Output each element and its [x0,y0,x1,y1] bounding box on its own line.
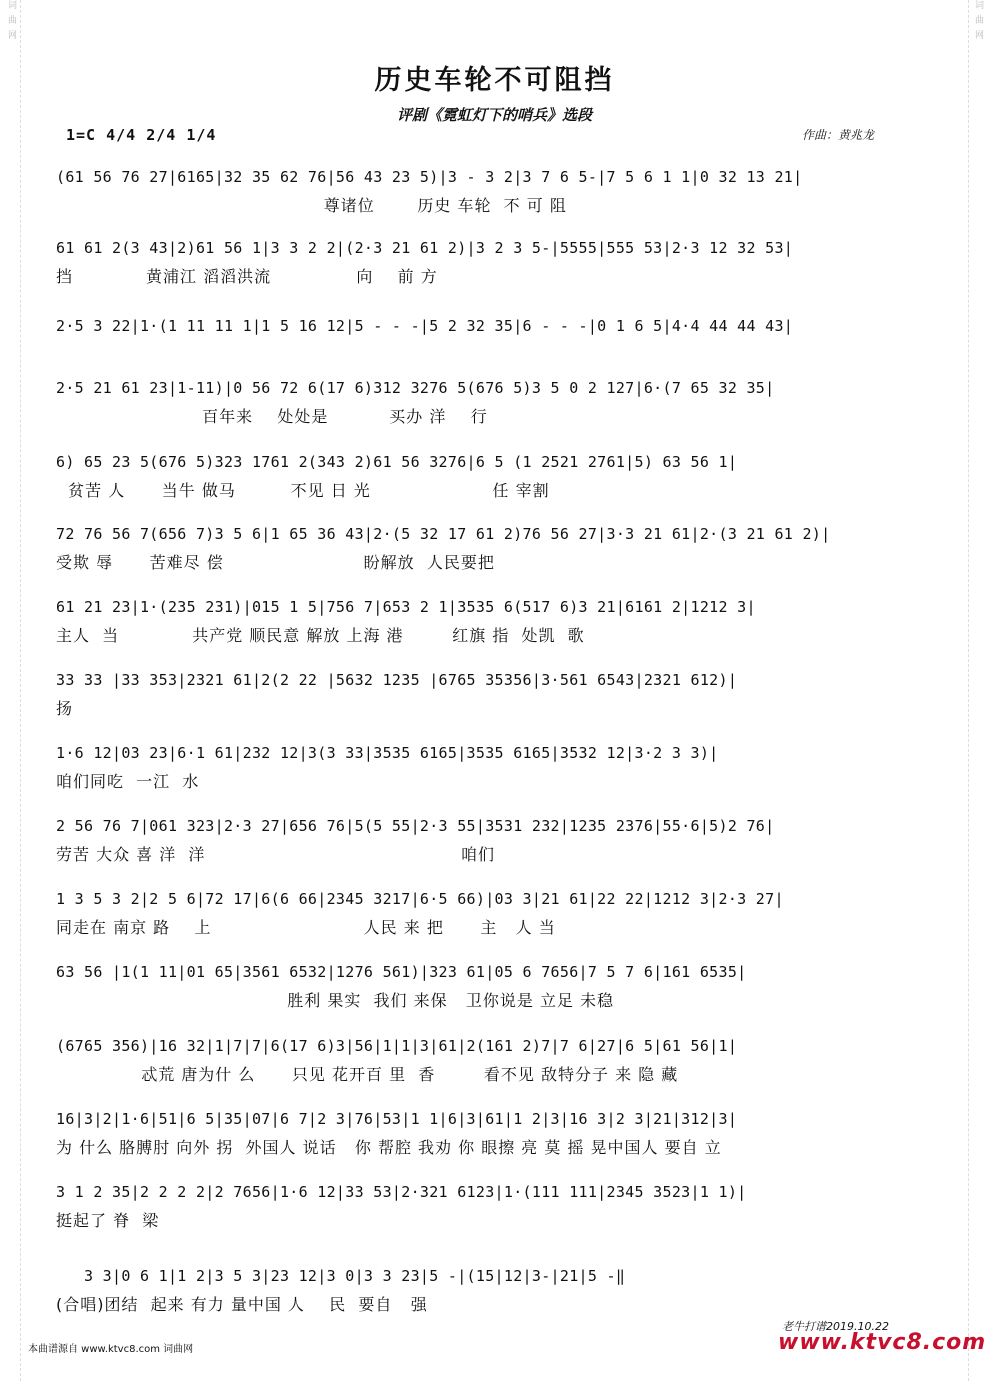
lyric-line: 胜利 果实 我们 来保 卫你说是 立足 未稳 [56,991,615,1010]
lyric-line: 挺起了 脊 梁 [56,1211,160,1230]
score-system-7 [56,596,926,647]
key-signature: 1=C 4/4 2/4 1/4 [66,126,217,144]
page-title: 历史车轮不可阻挡 [374,65,615,96]
lyric-line: 挡 黄浦江 滔滔洪流 向 前 方 [56,267,438,286]
score-system-12 [56,961,926,1012]
site-logo: www.ktvc8.com [778,1330,987,1355]
lyric-line: 主人 当 共产党 顺民意 解放 上海 港 红旗 指 处凯 歌 [56,626,585,645]
lyric-line: 扬 [56,699,74,718]
notation-line: 2·5 21 61 23|1-11)|0 56 72 6(17 6)312 3276 5(676 5)3 5 0 2 127|6·(7 65 32 35| [56,379,775,397]
lyric-line: 受欺 辱 苦难尽 偿 盼解放 人民要把 [56,553,495,572]
score-system-4 [56,377,926,428]
score-system-2 [56,237,926,288]
notation-line: 1 3 5 3 2|2 5 6|72 17|6(6 66|2345 3217|6·5 66)|03 3|21 61|22 22|1212 3|2·3 27| [56,890,784,908]
score-system-15 [56,1181,926,1232]
score-system-6 [56,523,926,574]
lyric-line: 忒荒 唐为什 么 只见 花开百 里 香 看不见 敌特分子 来 隐 藏 [56,1065,679,1084]
lyric-line: 尊诸位 历史 车轮 不 可 阻 [56,196,567,215]
notation-line: 61 61 2(3 43|2)61 56 1|3 3 2 2|(2·3 21 61 2)|3 2 3 5-|5555|555 53|2·3 12 32 53| [56,239,794,257]
source-credit: 本曲谱源自 www.ktvc8.com 词曲网 [28,1344,194,1355]
score-system-10 [56,815,926,866]
lyric-line: 咱们同吃 一江 水 [56,772,200,791]
notation-line: 33 33 |33 353|2321 61|2(2 22 |5632 1235 |6765 35356|3·561 6543|2321 612)| [56,671,738,689]
lyric-line: 贫苦 人 当牛 做马 不见 日 光 任 宰割 [56,481,550,500]
notation-line: 16|3|2|1·6|51|6 5|35|07|6 7|2 3|76|53|1 1|6|3|61|1 2|3|16 3|2 3|21|312|3| [56,1110,738,1128]
score-system-11 [56,888,926,939]
lyric-line: (合唱)团结 起来 有力 量中国 人 民 要自 强 [56,1295,428,1314]
notation-line: 2·5 3 22|1·(1 11 11 1|1 5 16 12|5 - - -|5 2 32 35|6 - - -|0 1 6 5|4·4 44 44 43| [56,317,794,335]
notation-line: 72 76 56 7(656 7)3 5 6|1 65 36 43|2·(5 32 17 61 2)76 56 27|3·3 21 61|2·(3 21 61 2)| [56,525,831,543]
score-system-5 [56,451,926,502]
score-system-9 [56,742,926,793]
score-system-13 [56,1035,926,1086]
lyric-line: 百年来 处处是 买办 洋 行 [56,407,488,426]
side-watermark-right: 词曲网 [968,0,987,1381]
notation-line: 61 21 23|1·(235 231)|015 1 5|756 7|653 2 1|3535 6(517 6)3 21|6161 2|1212 3| [56,598,756,616]
score-system-3 [56,315,926,366]
subtitle: 评剧《霓虹灯下的哨兵》选段 [396,106,592,124]
notation-line: 1·6 12|03 23|6·1 61|232 12|3(3 33|3535 6165|3535 6165|3532 12|3·2 3 3)| [56,744,719,762]
lyric-line: 同走在 南京 路 上 人民 来 把 主 人 当 [56,918,556,937]
lyric-line [56,344,926,366]
notation-line: (61 56 76 27|6165|32 35 62 76|56 43 23 5)|3 - 3 2|3 7 6 5-|7 5 6 1 1|0 32 13 21| [56,168,803,186]
transcriber-note: 老牛打谱2019.10.22 [782,1320,889,1333]
score-system-14 [56,1108,926,1159]
lyric-line: 劳苦 大众 喜 洋 洋 咱们 [56,845,496,864]
notation-line: 2 56 76 7|061 323|2·3 27|656 76|5(5 55|2·3 55|3531 232|1235 2376|55·6|5)2 76| [56,817,775,835]
notation-line: 63 56 |1(1 11|01 65|3561 6532|1276 561)|323 61|05 6 7656|7 5 7 6|161 6535| [56,963,747,981]
score-system-1 [56,166,926,217]
lyric-line: 为 什么 胳膊肘 向外 拐 外国人 说话 你 帮腔 我劝 你 眼擦 亮 莫 摇 晃中国人 要自 立 [56,1138,722,1157]
score-system-8 [56,669,926,720]
notation-line: 3 3|0 6 1|1 2|3 5 3|23 12|3 0|3 3 23|5 -|(15|12|3-|21|5 -‖ [56,1267,626,1285]
notation-line: (6765 356)|16 32|1|7|7|6(17 6)3|56|1|1|3|61|2(161 2)7|7 6|27|6 5|61 56|1| [56,1037,738,1055]
notation-line: 6) 65 23 5(676 5)323 1761 2(343 2)61 56 3276|6 5 (1 2521 2761|5) 63 56 1| [56,453,738,471]
notation-line: 3 1 2 35|2 2 2 2|2 7656|1·6 12|33 53|2·321 6123|1·(111 111|2345 3523|1 1)| [56,1183,747,1201]
composer-credit: 作曲：黄兆龙 [802,128,875,142]
side-watermark-left: 词曲网 [2,0,21,1381]
score-system-16 [56,1265,926,1316]
